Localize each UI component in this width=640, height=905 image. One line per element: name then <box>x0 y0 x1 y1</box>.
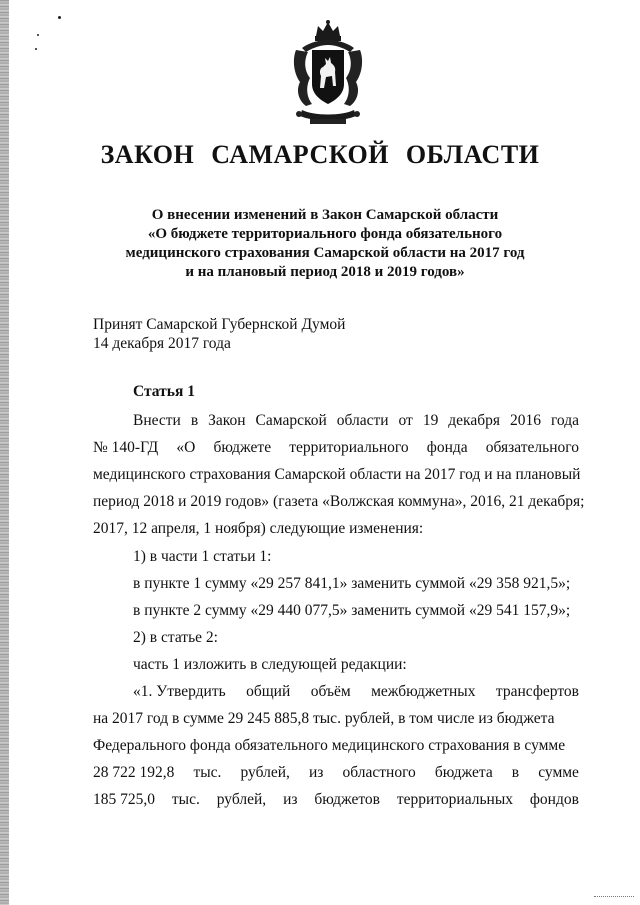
amendment-item-1-point-1: в пункте 1 сумму «29 257 841,1» заменить суммой «29 358 921,5»; <box>133 575 571 592</box>
word: из <box>309 764 324 781</box>
word: 2016 <box>509 412 541 429</box>
word: от <box>398 412 413 429</box>
word: декабря <box>448 412 500 429</box>
word: фондов <box>529 791 579 808</box>
law-title: ЗАКОН САМАРСКОЙ ОБЛАСТИ <box>100 140 540 169</box>
quote-line-3: Федерального фонда обязательного медицинского страхования в сумме <box>93 737 566 754</box>
subtitle-line: медицинского страхования Самарской области на 2017 год <box>125 245 525 261</box>
law-subtitle <box>100 206 550 282</box>
subtitle-line: О внесении изменений в Закон Самарской области <box>151 207 499 223</box>
scan-speck <box>58 16 61 19</box>
intro-line-5: 2017, 12 апреля, 1 ноября) следующие изменения: <box>93 520 424 537</box>
word: Закон <box>208 412 246 429</box>
word: сумме <box>538 764 579 781</box>
word: областного <box>342 764 416 781</box>
word: 28 722 192,8 <box>93 764 175 781</box>
intro-line-1 <box>133 411 579 431</box>
word: тыс. <box>171 791 200 808</box>
samara-coat-of-arms-icon <box>290 20 366 128</box>
intro-line-4: период 2018 и 2019 годов» (газета «Волжская коммуна», 2016, 21 декабря; <box>93 493 585 510</box>
word: области <box>336 412 389 429</box>
scan-speck <box>35 48 37 50</box>
intro-line-3: медицинского страхования Самарской области на 2017 год и на плановый <box>93 466 581 483</box>
word: 185 725,0 <box>93 791 155 808</box>
amendment-item-1: 1) в части 1 статьи 1: <box>133 548 272 565</box>
word: в <box>511 764 520 781</box>
word: межбюджетных <box>371 683 476 700</box>
word: территориального <box>289 439 409 456</box>
word: бюджетов <box>314 791 380 808</box>
word: бюджета <box>434 764 493 781</box>
word: «1. Утвердить <box>133 683 226 700</box>
intro-line-2 <box>93 438 579 458</box>
quote-line-5 <box>93 790 579 810</box>
adoption-date: 14 декабря 2017 года <box>93 335 231 352</box>
word: Внести <box>133 412 181 429</box>
scan-speck <box>37 34 39 36</box>
word: «О <box>176 439 196 456</box>
amendment-item-2-text: часть 1 изложить в следующей редакции: <box>133 656 407 673</box>
word: трансфертов <box>495 683 579 700</box>
word: территориальных <box>396 791 513 808</box>
word: из <box>283 791 298 808</box>
adopted-by: Принят Самарской Губернской Думой <box>93 316 346 333</box>
word: 19 <box>422 412 439 429</box>
word: фонда <box>426 439 468 456</box>
page-footer-marks <box>594 896 634 898</box>
quote-line-4 <box>93 763 579 783</box>
word: года <box>550 412 579 429</box>
quote-line-1 <box>133 682 579 702</box>
word: обязательного <box>485 439 579 456</box>
subtitle-line: и на плановый период 2018 и 2019 годов» <box>185 264 465 280</box>
word: объём <box>310 683 351 700</box>
word: общий <box>246 683 291 700</box>
word: Самарской <box>255 412 327 429</box>
adoption-info <box>93 315 345 353</box>
amendment-item-2: 2) в статье 2: <box>133 629 218 646</box>
word: бюджете <box>213 439 272 456</box>
article-heading: Статья 1 <box>133 383 195 400</box>
word: тыс. <box>193 764 222 781</box>
subtitle-line: «О бюджете территориального фонда обязательного <box>147 226 503 242</box>
amendment-item-1-point-2: в пункте 2 сумму «29 440 077,5» заменить суммой «29 541 157,9»; <box>133 602 571 619</box>
scan-edge-shadow <box>0 0 9 905</box>
word: рублей, <box>216 791 267 808</box>
word: рублей, <box>240 764 290 781</box>
word: в <box>190 412 199 429</box>
quote-line-2: на 2017 год в сумме 29 245 885,8 тыс. рублей, в том числе из бюджета <box>93 710 555 727</box>
word: № 140-ГД <box>93 439 159 456</box>
